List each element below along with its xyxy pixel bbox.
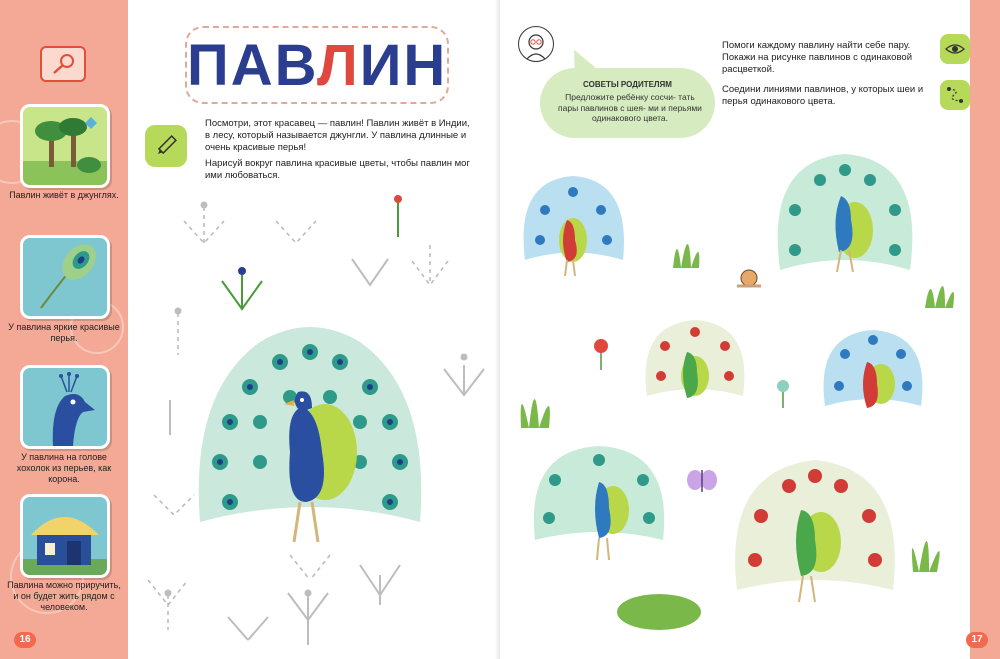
peacock-head-icon — [23, 368, 107, 446]
parent-avatar-icon — [518, 26, 554, 62]
task-text: Нарисуй вокруг павлина красивые цветы, чтобы павлин мог ими любоваться. — [205, 158, 470, 181]
page-number-right: 17 — [966, 632, 988, 648]
peacock-5[interactable] — [534, 446, 664, 560]
house-caption: Павлина можно приручить, и он будет жить рядом с человеком. — [7, 580, 121, 612]
eye-icon — [940, 34, 970, 64]
matching-peacocks-scene — [505, 140, 975, 640]
peacock-2[interactable] — [778, 154, 913, 272]
jungle-caption: Павлин живёт в джунглях. — [9, 190, 119, 200]
peacock-3[interactable] — [646, 320, 745, 398]
butterfly-icon — [687, 470, 717, 492]
peacock-1[interactable] — [524, 176, 624, 276]
tips-text: Предложите ребёнку сосчи- тать пары павлинов с шея- ми и перьями одинакового цвета. — [558, 92, 702, 123]
feather-card — [20, 235, 110, 319]
peacock-6[interactable] — [735, 460, 895, 602]
intro-text: Посмотри, этот красавец — павлин! Павлин живёт в Индии, в лесу, который называется джунгли. У павлина длинные и очень красивые перья! — [205, 118, 470, 153]
tips-title: СОВЕТЫ РОДИТЕЛЯМ — [583, 80, 672, 89]
jungle-card — [20, 104, 110, 188]
instruction-1: Помоги каждому павлину найти себе пару. Покажи на рисунке павлинов с одинаковой расцветкой. — [722, 40, 912, 75]
house-icon — [23, 497, 107, 575]
feather-caption: У павлина яркие красивые перья. — [8, 322, 120, 343]
peacock-head-caption: У павлина на голове хохолок из перьев, как корона. — [16, 452, 112, 484]
connect-lines-icon — [940, 80, 970, 110]
red-flower-icon — [594, 339, 608, 370]
peacock-feather-icon — [23, 238, 107, 316]
page-title: ПАВЛИН — [187, 33, 448, 98]
jungle-illustration-icon — [23, 107, 107, 185]
snail-icon — [737, 270, 761, 286]
title-frame — [185, 26, 449, 104]
house-card — [20, 494, 110, 578]
teal-flower-icon — [777, 380, 789, 408]
listen-microphone-icon[interactable] — [40, 46, 86, 82]
pencil-icon — [145, 125, 187, 167]
big-peacock-illustration — [190, 312, 430, 552]
peacock-4[interactable] — [824, 330, 923, 408]
page-number-left: 16 — [14, 632, 36, 648]
peacock-head-card — [20, 365, 110, 449]
instruction-2: Соедини линиями павлинов, у которых шеи и перья одинакового цвета. — [722, 84, 924, 107]
